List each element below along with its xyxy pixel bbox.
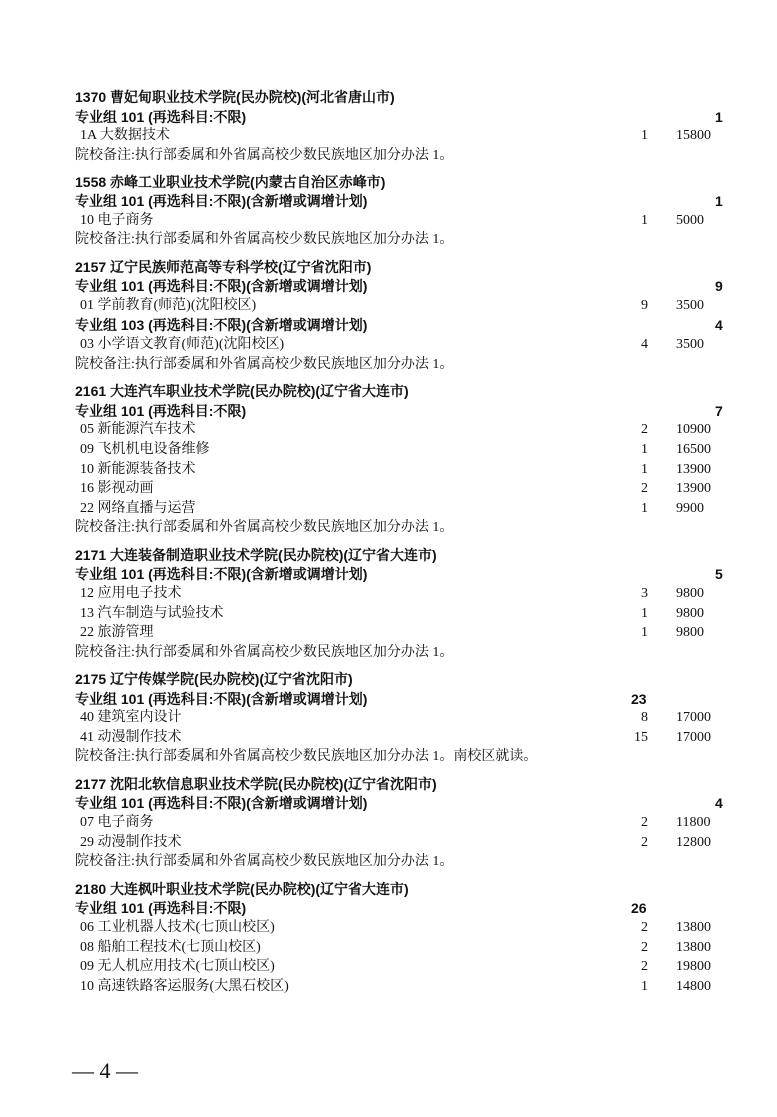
school-header: 2157 辽宁民族师范高等专科学校(辽宁省沈阳市) [75, 259, 372, 275]
major-plan-count: 1 [641, 128, 648, 143]
group-plan-count: 5 [715, 566, 723, 582]
major-plan-count: 4 [641, 337, 648, 352]
major-name: 08 船舶工程技术(七顶山校区) [80, 940, 261, 955]
major-row [80, 479, 760, 499]
major-row [80, 440, 760, 460]
school-header: 2171 大连装备制造职业技术学院(民办院校)(辽宁省大连市) [75, 547, 437, 563]
major-tuition-fee: 5000 [676, 213, 704, 228]
major-name: 03 小学语文教育(师范)(沈阳校区) [80, 337, 285, 352]
major-plan-count: 3 [641, 586, 648, 601]
major-group-row [75, 793, 755, 813]
page-number: — 4 — [72, 1058, 138, 1083]
major-row [80, 499, 760, 519]
major-plan-count: 2 [641, 959, 648, 974]
major-plan-count: 1 [641, 606, 648, 621]
major-name: 1A 大数据技术 [80, 128, 170, 143]
school-note: 院校备注:执行部委属和外省属高校少数民族地区加分办法 1。 [75, 645, 454, 660]
major-row [80, 420, 760, 440]
major-tuition-fee: 9900 [676, 501, 704, 516]
major-name: 40 建筑室内设计 [80, 710, 182, 725]
major-row [80, 938, 760, 958]
major-name: 09 飞机机电设备维修 [80, 442, 210, 457]
major-tuition-fee: 11800 [676, 815, 711, 830]
major-row [80, 460, 760, 480]
major-row [80, 728, 760, 748]
major-group-row [75, 564, 755, 584]
group-plan-count: 7 [715, 403, 723, 419]
major-tuition-fee: 13900 [676, 481, 711, 496]
major-row [80, 918, 760, 938]
group-label: 专业组 101 (再选科目:不限)(含新增或调增计划) [75, 795, 368, 811]
major-name: 16 影视动画 [80, 481, 154, 496]
major-tuition-fee: 14800 [676, 979, 711, 994]
group-plan-count: 26 [631, 900, 647, 916]
major-group-row [75, 401, 755, 421]
group-label: 专业组 101 (再选科目:不限) [75, 900, 247, 916]
major-name: 01 学前教育(师范)(沈阳校区) [80, 298, 257, 313]
major-name: 12 应用电子技术 [80, 586, 182, 601]
school-note: 院校备注:执行部委属和外省属高校少数民族地区加分办法 1。南校区就读。 [75, 749, 538, 764]
major-group-row [75, 107, 755, 127]
major-group-row [75, 315, 755, 335]
major-tuition-fee: 10900 [676, 422, 711, 437]
major-group-row [75, 276, 755, 296]
major-tuition-fee: 13900 [676, 462, 711, 477]
group-plan-count: 4 [715, 795, 723, 811]
major-plan-count: 1 [641, 625, 648, 640]
major-plan-count: 15 [634, 730, 648, 745]
major-row [80, 813, 760, 833]
major-name: 10 电子商务 [80, 213, 154, 228]
group-label: 专业组 101 (再选科目:不限) [75, 109, 247, 125]
group-plan-count: 1 [715, 193, 723, 209]
major-row [80, 126, 760, 146]
major-tuition-fee: 3500 [676, 298, 704, 313]
major-row [80, 296, 760, 316]
major-plan-count: 8 [641, 710, 648, 725]
group-label: 专业组 101 (再选科目:不限)(含新增或调增计划) [75, 691, 368, 707]
major-plan-count: 1 [641, 501, 648, 516]
major-tuition-fee: 12800 [676, 835, 711, 850]
major-group-row [75, 689, 755, 709]
major-tuition-fee: 15800 [676, 128, 711, 143]
group-plan-count: 9 [715, 278, 723, 294]
major-tuition-fee: 19800 [676, 959, 711, 974]
major-plan-count: 1 [641, 979, 648, 994]
major-tuition-fee: 9800 [676, 625, 704, 640]
school-header: 1370 曹妃甸职业技术学院(民办院校)(河北省唐山市) [75, 89, 395, 105]
school-header: 2175 辽宁传媒学院(民办院校)(辽宁省沈阳市) [75, 671, 353, 687]
school-header: 2177 沈阳北软信息职业技术学院(民办院校)(辽宁省沈阳市) [75, 776, 437, 792]
major-tuition-fee: 16500 [676, 442, 711, 457]
school-note: 院校备注:执行部委属和外省属高校少数民族地区加分办法 1。 [75, 232, 454, 247]
major-name: 13 汽车制造与试验技术 [80, 606, 224, 621]
group-label: 专业组 103 (再选科目:不限)(含新增或调增计划) [75, 317, 368, 333]
major-row [80, 623, 760, 643]
group-label: 专业组 101 (再选科目:不限)(含新增或调增计划) [75, 193, 368, 209]
school-note: 院校备注:执行部委属和外省属高校少数民族地区加分办法 1。 [75, 520, 454, 535]
major-row [80, 335, 760, 355]
group-label: 专业组 101 (再选科目:不限)(含新增或调增计划) [75, 278, 368, 294]
major-group-row [75, 898, 755, 918]
major-group-row [75, 191, 755, 211]
major-plan-count: 9 [641, 298, 648, 313]
major-name: 29 动漫制作技术 [80, 835, 182, 850]
major-plan-count: 2 [641, 920, 648, 935]
major-row [80, 604, 760, 624]
major-name: 22 网络直播与运营 [80, 501, 196, 516]
major-name: 10 新能源装备技术 [80, 462, 196, 477]
major-tuition-fee: 3500 [676, 337, 704, 352]
major-row [80, 211, 760, 231]
major-row [80, 957, 760, 977]
major-plan-count: 1 [641, 442, 648, 457]
major-tuition-fee: 17000 [676, 710, 711, 725]
group-plan-count: 4 [715, 317, 723, 333]
major-row [80, 833, 760, 853]
group-plan-count: 1 [715, 109, 723, 125]
major-name: 10 高速铁路客运服务(大黑石校区) [80, 979, 289, 994]
school-note: 院校备注:执行部委属和外省属高校少数民族地区加分办法 1。 [75, 357, 454, 372]
major-name: 41 动漫制作技术 [80, 730, 182, 745]
major-row [80, 977, 760, 997]
major-tuition-fee: 13800 [676, 920, 711, 935]
major-tuition-fee: 9800 [676, 586, 704, 601]
major-plan-count: 2 [641, 940, 648, 955]
major-row [80, 584, 760, 604]
school-header: 2180 大连枫叶职业技术学院(民办院校)(辽宁省大连市) [75, 881, 409, 897]
major-plan-count: 2 [641, 815, 648, 830]
group-label: 专业组 101 (再选科目:不限) [75, 403, 247, 419]
major-name: 05 新能源汽车技术 [80, 422, 196, 437]
school-note: 院校备注:执行部委属和外省属高校少数民族地区加分办法 1。 [75, 148, 454, 163]
major-plan-count: 1 [641, 462, 648, 477]
major-row [80, 708, 760, 728]
major-plan-count: 2 [641, 481, 648, 496]
major-tuition-fee: 17000 [676, 730, 711, 745]
major-plan-count: 2 [641, 835, 648, 850]
major-name: 06 工业机器人技术(七顶山校区) [80, 920, 275, 935]
major-name: 22 旅游管理 [80, 625, 154, 640]
group-label: 专业组 101 (再选科目:不限)(含新增或调增计划) [75, 566, 368, 582]
major-tuition-fee: 13800 [676, 940, 711, 955]
school-header: 2161 大连汽车职业技术学院(民办院校)(辽宁省大连市) [75, 383, 409, 399]
major-name: 07 电子商务 [80, 815, 154, 830]
school-header: 1558 赤峰工业职业技术学院(内蒙古自治区赤峰市) [75, 174, 386, 190]
school-note: 院校备注:执行部委属和外省属高校少数民族地区加分办法 1。 [75, 854, 454, 869]
group-plan-count: 23 [631, 691, 647, 707]
major-name: 09 无人机应用技术(七顶山校区) [80, 959, 275, 974]
major-tuition-fee: 9800 [676, 606, 704, 621]
major-plan-count: 1 [641, 213, 648, 228]
major-plan-count: 2 [641, 422, 648, 437]
